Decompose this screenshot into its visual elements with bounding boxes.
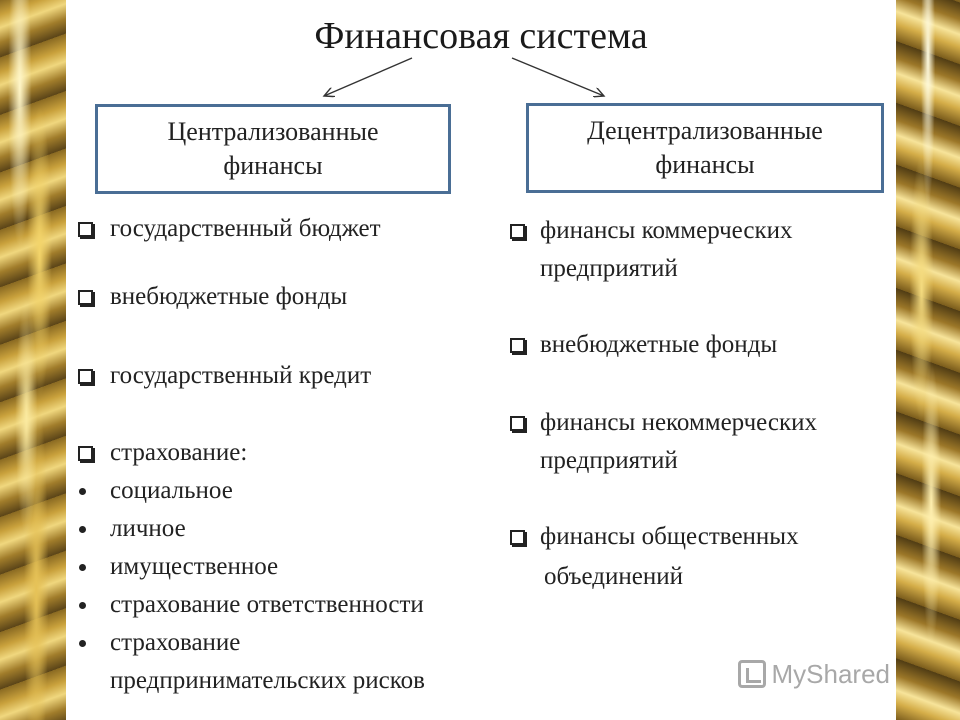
checkbox-bullet-icon <box>510 530 525 545</box>
bullet-dot-icon <box>79 488 86 495</box>
right-item-public-associations: объединений <box>544 563 684 590</box>
right-item-offbudget-funds: внебюджетные фонды <box>540 331 778 358</box>
right-item-public-finance: финансы общественных <box>540 523 799 550</box>
branch-arrows <box>66 0 896 120</box>
bullet-dot-icon <box>79 564 86 571</box>
checkbox-bullet-icon <box>510 224 525 239</box>
checkbox-bullet-icon <box>78 369 93 384</box>
left-bullet-insurance: страхование <box>110 629 241 656</box>
right-item-commercial-finance: финансы коммерческих <box>540 217 793 244</box>
slide-title: Финансовая система <box>314 15 648 57</box>
arrow-to-decentralized <box>512 58 604 96</box>
slide-panel <box>66 0 896 720</box>
bullet-dot-icon <box>79 602 86 609</box>
right-item-commercial-enterprises: предприятий <box>540 255 678 282</box>
left-item-offbudget-funds: внебюджетные фонды <box>110 283 348 310</box>
left-bullet-liability: страхование ответственности <box>110 591 424 618</box>
decentralized-finance-box <box>526 103 884 193</box>
decentralized-heading-line2: финансы <box>655 150 755 179</box>
checkbox-bullet-icon <box>510 416 525 431</box>
checkbox-bullet-icon <box>510 338 525 353</box>
arrow-to-centralized <box>324 58 412 96</box>
left-bullet-personal: личное <box>110 515 186 542</box>
watermark-logo-icon <box>738 660 766 688</box>
watermark-text: MyShared <box>771 658 890 689</box>
checkbox-bullet-icon <box>78 446 93 461</box>
checkbox-bullet-icon <box>78 222 93 237</box>
decentralized-heading-line1: Децентрализованные <box>587 116 823 145</box>
right-item-noncommercial-finance: финансы некоммерческих <box>540 409 817 436</box>
left-bullet-business-risks: предпринимательских рисков <box>110 667 425 694</box>
checkbox-bullet-icon <box>78 290 93 305</box>
bullet-dot-icon <box>79 526 86 533</box>
watermark <box>738 654 891 694</box>
centralized-heading-line2: финансы <box>223 151 323 180</box>
left-item-state-budget: государственный бюджет <box>110 215 381 242</box>
left-bullet-social: социальное <box>110 477 233 504</box>
centralized-finance-box <box>95 104 451 194</box>
centralized-heading-line1: Централизованные <box>167 117 379 146</box>
left-item-state-credit: государственный кредит <box>110 362 372 389</box>
left-item-insurance: страхование: <box>110 439 248 466</box>
background-gold-coins-right <box>896 0 960 720</box>
background-gold-coins-left <box>0 0 66 720</box>
right-item-noncommercial-enterprises: предприятий <box>540 447 678 474</box>
left-bullet-property: имущественное <box>110 553 279 580</box>
bullet-dot-icon <box>79 640 86 647</box>
